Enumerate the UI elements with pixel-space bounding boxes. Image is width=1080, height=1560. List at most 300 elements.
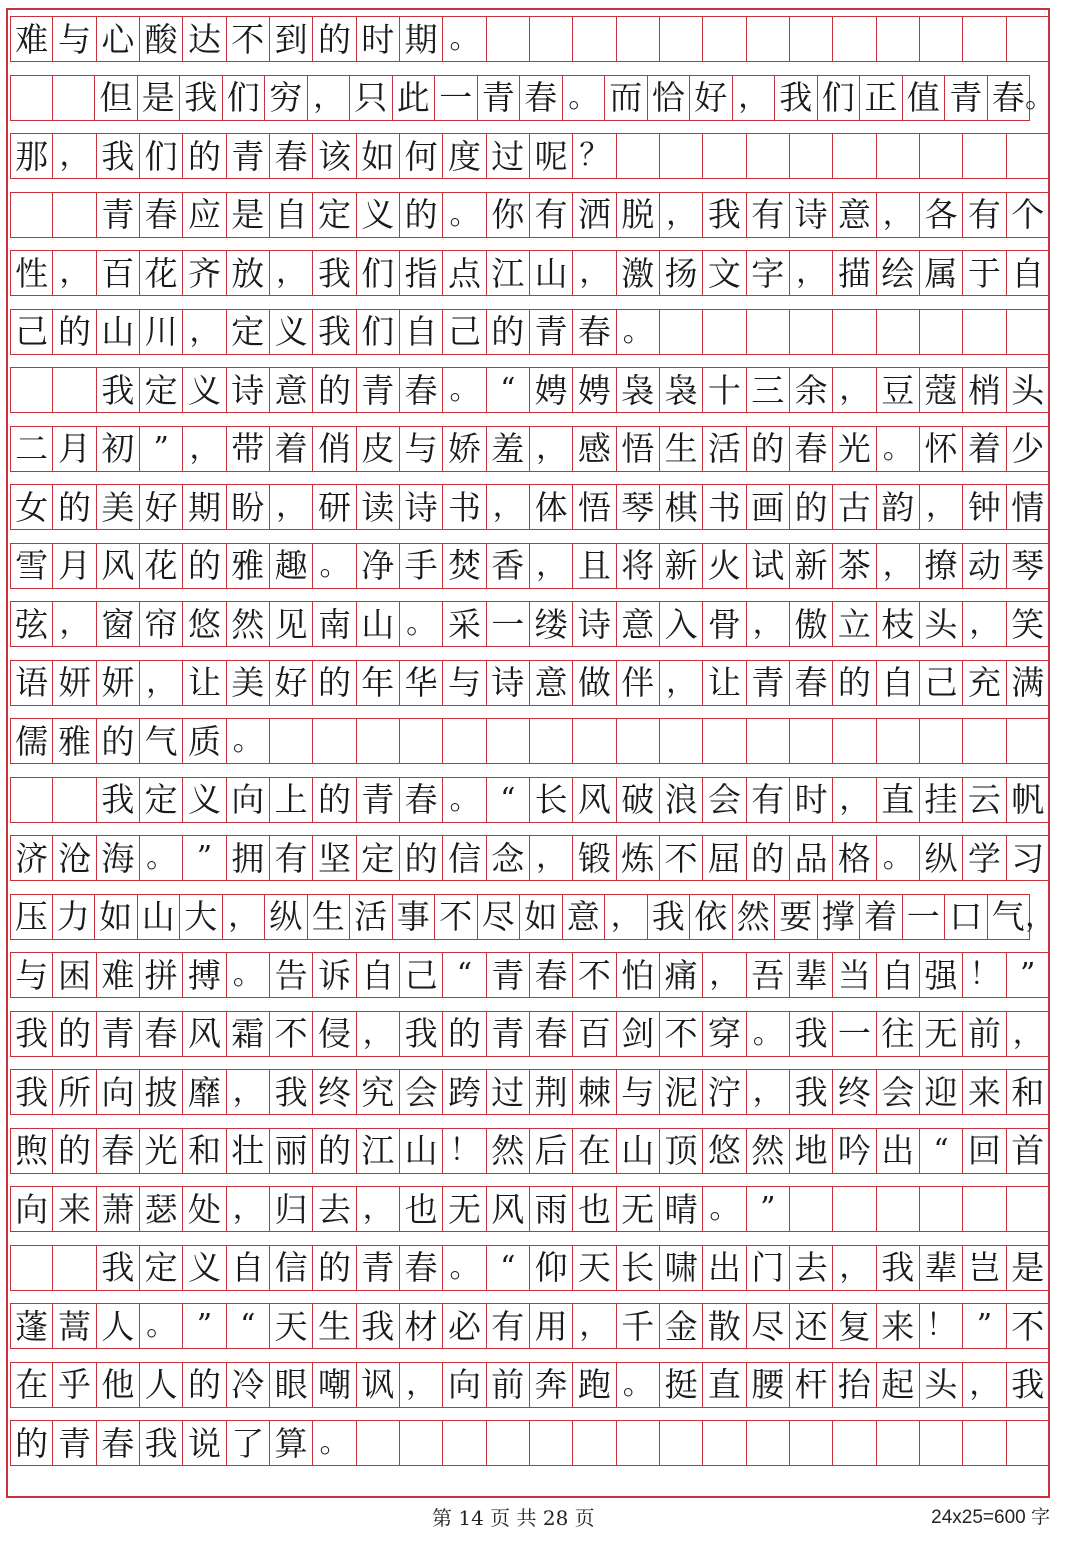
grid-cell xyxy=(963,133,1006,179)
grid-cell: 强 xyxy=(920,952,963,998)
grid-cell: 己 xyxy=(443,309,486,355)
grid-cell: 我 xyxy=(270,1069,313,1115)
grid-cell: 难 xyxy=(97,952,140,998)
grid-cell: 扬 xyxy=(660,250,703,296)
grid-cell: ， xyxy=(357,1011,400,1057)
grid-cell: 首 xyxy=(1007,1128,1050,1174)
grid-cell: 。 xyxy=(140,1303,183,1349)
grid-cell xyxy=(833,16,876,62)
grid-cell: 俏 xyxy=(313,426,356,472)
grid-cell: 破 xyxy=(617,777,660,823)
grid-cell: 不 xyxy=(573,952,616,998)
grid-cell: ， xyxy=(747,1069,790,1115)
grid-cell: 生 xyxy=(313,1303,356,1349)
grid-cell: 无 xyxy=(920,1011,963,1057)
grid-cell: 净 xyxy=(357,543,400,589)
grid-cell: 青 xyxy=(97,192,140,238)
grid-cell: 月 xyxy=(53,543,96,589)
grid-cell: 花 xyxy=(140,543,183,589)
grid-row xyxy=(10,1186,1050,1232)
grid-cell: 抬 xyxy=(833,1362,876,1408)
grid-cell xyxy=(920,1186,963,1232)
grid-cell: 的 xyxy=(313,1245,356,1291)
grid-cell: 会 xyxy=(400,1069,443,1115)
grid-cell: 也 xyxy=(573,1186,616,1232)
grid-cell: 念 xyxy=(487,835,530,881)
grid-cell: 是 xyxy=(1007,1245,1050,1291)
grid-cell: 的 xyxy=(487,309,530,355)
grid-cell: 山 xyxy=(400,1128,443,1174)
grid-cell: 山 xyxy=(138,894,181,940)
grid-cell: 何 xyxy=(400,133,443,179)
grid-cell: 有 xyxy=(530,192,573,238)
grid-cell: 尽 xyxy=(478,894,521,940)
grid-cell: 自 xyxy=(877,952,920,998)
grid-cell: 雅 xyxy=(227,543,270,589)
grid-cell: 荆 xyxy=(530,1069,573,1115)
grid-cell: 所 xyxy=(53,1069,96,1115)
grid-cell: 娇 xyxy=(443,426,486,472)
grid-cell: ， xyxy=(833,1245,876,1291)
grid-cell: 指 xyxy=(400,250,443,296)
grid-cell: 和 xyxy=(1007,1069,1050,1115)
grid-cell: 笑 xyxy=(1007,601,1050,647)
grid-cell: ， xyxy=(833,367,876,413)
grid-cell: 穿 xyxy=(703,1011,746,1057)
grid-cell xyxy=(1007,718,1050,764)
grid-cell: 质 xyxy=(183,718,226,764)
grid-cell: 人 xyxy=(97,1303,140,1349)
grid-cell xyxy=(877,718,920,764)
grid-cell xyxy=(270,718,313,764)
grid-cell: 雨 xyxy=(530,1186,573,1232)
grid-cell xyxy=(1007,309,1050,355)
grid-cell: 傲 xyxy=(790,601,833,647)
grid-cell: 我 xyxy=(313,250,356,296)
grid-cell: 十 xyxy=(703,367,746,413)
grid-cell: 而 xyxy=(605,75,648,121)
grid-cell: 云 xyxy=(963,777,1006,823)
grid-cell: 如 xyxy=(95,894,138,940)
grid-row xyxy=(10,1245,1050,1291)
grid-row xyxy=(10,543,1050,589)
grid-cell: 春 xyxy=(790,660,833,706)
grid-cell: 一 xyxy=(487,601,530,647)
grid-cell: ， xyxy=(53,133,96,179)
grid-cell: ， xyxy=(703,952,746,998)
grid-cell: 己 xyxy=(920,660,963,706)
grid-cell: 侵 xyxy=(313,1011,356,1057)
grid-cell: 春 xyxy=(97,1420,140,1466)
grid-cell: 长 xyxy=(617,1245,660,1291)
grid-cell: 新 xyxy=(660,543,703,589)
grid-cell: 二 xyxy=(10,426,53,472)
grid-cell: 算 xyxy=(270,1420,313,1466)
grid-cell: 定 xyxy=(357,835,400,881)
grid-cell: 意 xyxy=(270,367,313,413)
grid-cell: 少 xyxy=(1007,426,1050,472)
grid-cell: 只 xyxy=(350,75,393,121)
grid-cell xyxy=(443,1420,486,1466)
grid-cell: ！ xyxy=(963,952,1006,998)
grid-cell: ， xyxy=(573,1303,616,1349)
grid-cell: 年 xyxy=(357,660,400,706)
grid-cell: 们 xyxy=(223,75,266,121)
grid-cell: 伴 xyxy=(617,660,660,706)
grid-cell: 。 xyxy=(227,952,270,998)
grid-cell: 辈 xyxy=(920,1245,963,1291)
grid-cell: 习 xyxy=(1007,835,1050,881)
grid-cell xyxy=(790,718,833,764)
grid-cell: 该 xyxy=(313,133,356,179)
grid-row xyxy=(10,484,1050,530)
grid-cell: 儒 xyxy=(10,718,53,764)
grid-cell: 但 xyxy=(95,75,138,121)
grid-cell: 。 xyxy=(140,835,183,881)
grid-cell xyxy=(963,1186,1006,1232)
grid-cell: 定 xyxy=(313,192,356,238)
grid-cell: 骨 xyxy=(703,601,746,647)
grid-cell: 瑟 xyxy=(140,1186,183,1232)
grid-cell: 情 xyxy=(1007,484,1050,530)
grid-cell xyxy=(703,718,746,764)
grid-cell: 起 xyxy=(877,1362,920,1408)
grid-cell: 海 xyxy=(97,835,140,881)
grid-cell: 青 xyxy=(53,1420,96,1466)
grid-cell: 。 xyxy=(877,835,920,881)
grid-row xyxy=(10,1011,1050,1057)
grid-cell: 坚 xyxy=(313,835,356,881)
grid-cell: 酸 xyxy=(140,16,183,62)
grid-cell: 往 xyxy=(877,1011,920,1057)
grid-cell: ， xyxy=(227,1069,270,1115)
grid-cell: 我 xyxy=(10,1069,53,1115)
grid-cell: ， xyxy=(530,543,573,589)
grid-cell: 顶 xyxy=(660,1128,703,1174)
grid-cell: 蓬 xyxy=(10,1303,53,1349)
grid-cell: 我 xyxy=(97,133,140,179)
grid-cell: 雅 xyxy=(53,718,96,764)
grid-cell: 长 xyxy=(530,777,573,823)
grid-cell: ， xyxy=(487,484,530,530)
grid-cell: 百 xyxy=(97,250,140,296)
grid-cell: 书 xyxy=(443,484,486,530)
grid-cell: 泥 xyxy=(660,1069,703,1115)
grid-cell: 然 xyxy=(487,1128,530,1174)
grid-cell: 的 xyxy=(400,192,443,238)
grid-cell: “ xyxy=(227,1303,270,1349)
grid-cell: ， xyxy=(963,601,1006,647)
grid-cell: 洒 xyxy=(573,192,616,238)
grid-cell: 我 xyxy=(97,367,140,413)
grid-cell: 光 xyxy=(833,426,876,472)
grid-cell: 属 xyxy=(920,250,963,296)
grid-cell: 描 xyxy=(833,250,876,296)
grid-cell: 齐 xyxy=(183,250,226,296)
grid-cell: 风 xyxy=(97,543,140,589)
grid-cell: 诉 xyxy=(313,952,356,998)
grid-cell: 口 xyxy=(945,894,988,940)
grid-cell: 用 xyxy=(530,1303,573,1349)
grid-cell: 的 xyxy=(313,367,356,413)
grid-cell: 义 xyxy=(357,192,400,238)
grid-cell: 痛 xyxy=(660,952,703,998)
grid-row xyxy=(10,16,1050,62)
grid-cell xyxy=(790,309,833,355)
grid-cell: 撩 xyxy=(920,543,963,589)
grid-cell xyxy=(573,16,616,62)
grid-cell: 与 xyxy=(443,660,486,706)
grid-cell: 啸 xyxy=(660,1245,703,1291)
grid-cell: 你 xyxy=(487,192,530,238)
grid-cell: 不 xyxy=(435,894,478,940)
grid-cell: 让 xyxy=(703,660,746,706)
grid-cell: 的 xyxy=(313,1128,356,1174)
grid-cell xyxy=(920,16,963,62)
grid-cell: 不 xyxy=(227,16,270,62)
grid-row xyxy=(10,1303,1050,1349)
grid-cell: 向 xyxy=(10,1186,53,1232)
grid-cell: 迎 xyxy=(920,1069,963,1115)
grid-cell: 诗 xyxy=(487,660,530,706)
grid-cell xyxy=(1007,1186,1050,1232)
grid-cell: 头 xyxy=(1007,367,1050,413)
grid-cell: 古 xyxy=(833,484,876,530)
grid-row xyxy=(10,133,1050,179)
grid-cell: 皮 xyxy=(357,426,400,472)
grid-cell xyxy=(833,1186,876,1232)
grid-cell xyxy=(790,1186,833,1232)
grid-cell xyxy=(920,309,963,355)
grid-cell: 的 xyxy=(53,1128,96,1174)
grid-cell: 青 xyxy=(357,367,400,413)
grid-cell xyxy=(487,1420,530,1466)
grid-cell: 当 xyxy=(833,952,876,998)
grid-cell: 剑 xyxy=(617,1011,660,1057)
grid-cell xyxy=(747,16,790,62)
grid-cell: 春 xyxy=(790,426,833,472)
grid-cell xyxy=(877,1186,920,1232)
grid-cell xyxy=(703,309,746,355)
grid-cell: 自 xyxy=(357,952,400,998)
grid-cell: 直 xyxy=(877,777,920,823)
grid-cell: 处 xyxy=(183,1186,226,1232)
grid-cell: 自 xyxy=(270,192,313,238)
grid-cell: 如 xyxy=(520,894,563,940)
grid-cell: 春 xyxy=(400,1245,443,1291)
grid-cell: 义 xyxy=(183,1245,226,1291)
grid-cell: 的 xyxy=(833,660,876,706)
grid-cell: ， xyxy=(733,75,776,121)
grid-cell: 钟 xyxy=(963,484,1006,530)
grid-cell: 有 xyxy=(747,777,790,823)
grid-cell: 意 xyxy=(617,601,660,647)
grid-cell: 然 xyxy=(227,601,270,647)
grid-cell: 纵 xyxy=(920,835,963,881)
grid-cell: 余 xyxy=(790,367,833,413)
grid-cell xyxy=(660,133,703,179)
grid-cell: 定 xyxy=(227,309,270,355)
grid-cell: 了 xyxy=(227,1420,270,1466)
grid-cell: 趣 xyxy=(270,543,313,589)
grid-cell: 的 xyxy=(183,1362,226,1408)
grid-cell xyxy=(443,718,486,764)
grid-cell: “ xyxy=(487,367,530,413)
grid-cell: 撑 xyxy=(818,894,861,940)
grid-cell xyxy=(53,1245,96,1291)
grid-cell: 的 xyxy=(747,835,790,881)
grid-cell: 青 xyxy=(357,777,400,823)
grid-cell: 心 xyxy=(97,16,140,62)
grid-cell: 娉 xyxy=(530,367,573,413)
grid-cell: 时 xyxy=(357,16,400,62)
grid-cell: 青 xyxy=(530,309,573,355)
grid-cell: 拥 xyxy=(227,835,270,881)
grid-cell: 意 xyxy=(563,894,606,940)
grid-cell: 头 xyxy=(920,1362,963,1408)
grid-cell: ， xyxy=(833,777,876,823)
grid-cell: 品 xyxy=(790,835,833,881)
grid-cell: 嘲 xyxy=(313,1362,356,1408)
grid-cell: 沧 xyxy=(53,835,96,881)
grid-cell: 向 xyxy=(97,1069,140,1115)
grid-cell: 性 xyxy=(10,250,53,296)
grid-cell: 会 xyxy=(877,1069,920,1115)
grid-cell xyxy=(530,16,573,62)
grid-cell: ， xyxy=(877,543,920,589)
grid-cell xyxy=(617,718,660,764)
grid-cell: 我 xyxy=(400,1011,443,1057)
grid-cell: 不 xyxy=(660,1011,703,1057)
grid-cell: 们 xyxy=(140,133,183,179)
grid-cell xyxy=(617,16,660,62)
grid-cell: 春 xyxy=(988,75,1031,121)
grid-cell: 。 xyxy=(1025,79,1056,115)
grid-cell: ” xyxy=(1007,952,1050,998)
grid-cell xyxy=(1007,133,1050,179)
grid-cell: 。 xyxy=(443,16,486,62)
grid-cell: 的 xyxy=(10,1420,53,1466)
grid-cell: 。 xyxy=(443,1245,486,1291)
grid-cell: 脱 xyxy=(617,192,660,238)
grid-cell: 义 xyxy=(183,367,226,413)
grid-cell: 靡 xyxy=(183,1069,226,1115)
grid-cell: 屈 xyxy=(703,835,746,881)
grid-cell: 。 xyxy=(703,1186,746,1232)
grid-cell: 事 xyxy=(393,894,436,940)
grid-cell: 回 xyxy=(963,1128,1006,1174)
grid-cell: 有 xyxy=(963,192,1006,238)
grid-cell: 值 xyxy=(903,75,946,121)
grid-cell: 青 xyxy=(487,952,530,998)
grid-cell: 美 xyxy=(227,660,270,706)
grid-cell: 的 xyxy=(53,1011,96,1057)
grid-cell: 活 xyxy=(703,426,746,472)
grid-cell: 告 xyxy=(270,952,313,998)
grid-cell: 豆 xyxy=(877,367,920,413)
grid-cell: 必 xyxy=(443,1303,486,1349)
grid-cell xyxy=(790,16,833,62)
grid-cell xyxy=(963,1420,1006,1466)
grid-cell: 诗 xyxy=(790,192,833,238)
grid-cell: 讽 xyxy=(357,1362,400,1408)
grid-cell: ， xyxy=(1007,1011,1050,1057)
grid-cell: 究 xyxy=(357,1069,400,1115)
grid-cell: 激 xyxy=(617,250,660,296)
grid-cell xyxy=(790,133,833,179)
grid-cell xyxy=(747,718,790,764)
grid-cell xyxy=(963,16,1006,62)
grid-cell: 我 xyxy=(97,1245,140,1291)
grid-cell: 着 xyxy=(963,426,1006,472)
grid-cell xyxy=(920,133,963,179)
grid-cell: 与 xyxy=(53,16,96,62)
grid-cell: 川 xyxy=(140,309,183,355)
grid-cell: 们 xyxy=(818,75,861,121)
grid-cell: 采 xyxy=(443,601,486,647)
grid-cell xyxy=(660,718,703,764)
grid-cell: 字 xyxy=(747,250,790,296)
grid-cell: 定 xyxy=(140,1245,183,1291)
grid-cell: 韵 xyxy=(877,484,920,530)
grid-cell: 会 xyxy=(703,777,746,823)
grid-cell: 悟 xyxy=(573,484,616,530)
grid-cell: 怀 xyxy=(920,426,963,472)
grid-row xyxy=(10,309,1050,355)
grid-cell: 千 xyxy=(617,1303,660,1349)
grid-cell: 。 xyxy=(617,309,660,355)
grid-cell: 定 xyxy=(140,367,183,413)
grid-cell: 出 xyxy=(877,1128,920,1174)
grid-cell: 。 xyxy=(443,777,486,823)
grid-cell: 香 xyxy=(487,543,530,589)
grid-cell: 不 xyxy=(270,1011,313,1057)
grid-cell xyxy=(10,777,53,823)
grid-cell: 己 xyxy=(400,952,443,998)
grid-cell: 来 xyxy=(53,1186,96,1232)
grid-cell: 立 xyxy=(833,601,876,647)
grid-cell: 生 xyxy=(660,426,703,472)
grid-cell: 的 xyxy=(53,484,96,530)
grid-cell: 煦 xyxy=(10,1128,53,1174)
grid-cell: 春 xyxy=(573,309,616,355)
grid-cell: 向 xyxy=(443,1362,486,1408)
grid-cell: 乎 xyxy=(53,1362,96,1408)
grid-cell: 意 xyxy=(530,660,573,706)
grid-cell: 有 xyxy=(747,192,790,238)
grid-cell: 点 xyxy=(443,250,486,296)
grid-cell: “ xyxy=(920,1128,963,1174)
grid-cell: 风 xyxy=(183,1011,226,1057)
grid-cell: 他 xyxy=(97,1362,140,1408)
grid-cell: 搏 xyxy=(183,952,226,998)
grid-cell: 春 xyxy=(140,192,183,238)
grid-cell: 天 xyxy=(270,1303,313,1349)
grid-cell xyxy=(833,718,876,764)
grid-cell: 试 xyxy=(747,543,790,589)
grid-cell: 青 xyxy=(478,75,521,121)
grid-cell: 腰 xyxy=(747,1362,790,1408)
grid-cell: 拼 xyxy=(140,952,183,998)
grid-cell: 定 xyxy=(140,777,183,823)
grid-cell: 期 xyxy=(183,484,226,530)
grid-cell: 是 xyxy=(227,192,270,238)
grid-cell: 向 xyxy=(227,777,270,823)
grid-cell: 好 xyxy=(690,75,733,121)
grid-cell xyxy=(877,133,920,179)
grid-cell: 的 xyxy=(313,16,356,62)
grid-cell: 气 xyxy=(988,894,1031,940)
